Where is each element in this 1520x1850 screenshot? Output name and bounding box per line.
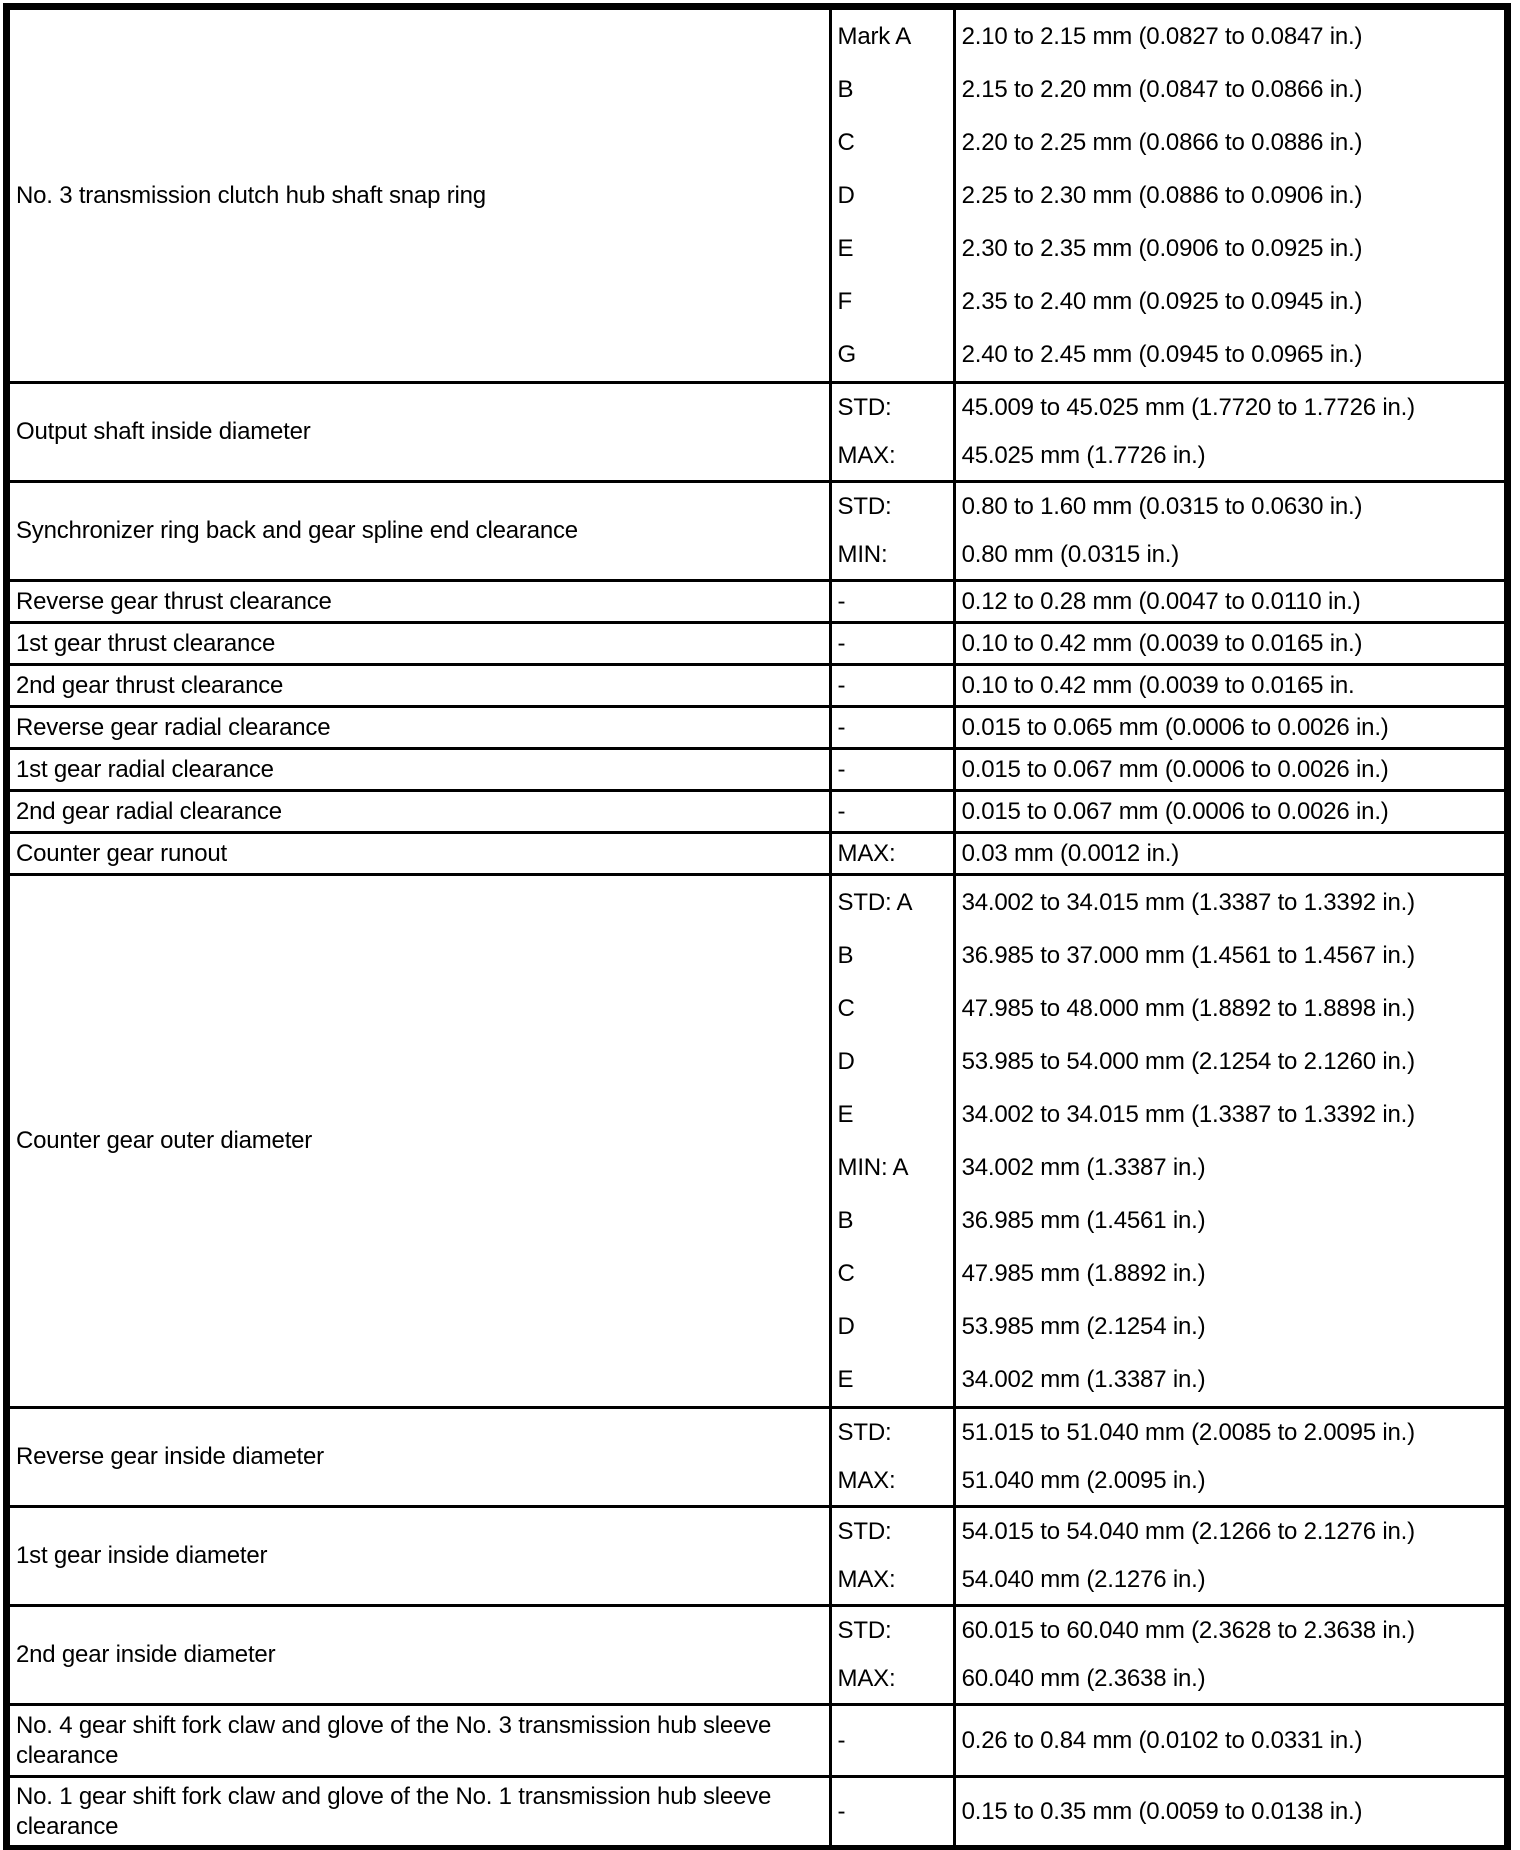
mark-cell: -	[830, 665, 954, 707]
item-cell: 1st gear radial clearance	[7, 749, 831, 791]
mark-label: STD:	[837, 1617, 892, 1644]
value-text: 0.80 to 1.60 mm (0.0315 to 0.0630 in.)	[961, 493, 1363, 520]
table-row	[7, 482, 1508, 581]
value-text: 36.985 mm (1.4561 in.)	[961, 1207, 1206, 1234]
value-cell	[954, 1507, 1507, 1606]
item-cell: Reverse gear thrust clearance	[7, 581, 831, 623]
spec-table-body	[7, 7, 1508, 1849]
value-text: 2.30 to 2.35 mm (0.0906 to 0.0925 in.)	[961, 235, 1363, 262]
item-cell: No. 4 gear shift fork claw and glove of the No. 3 transmission hub sleeve clearance	[7, 1705, 831, 1777]
value-text: 53.985 mm (2.1254 in.)	[961, 1313, 1206, 1340]
item-cell: 1st gear thrust clearance	[7, 623, 831, 665]
table-row	[7, 1705, 1508, 1777]
mark-label: G	[837, 341, 857, 368]
value-text: 34.002 mm (1.3387 in.)	[961, 1154, 1206, 1181]
value-text: 54.015 to 54.040 mm (2.1266 to 2.1276 in.)	[961, 1518, 1415, 1545]
value-cell: 0.015 to 0.065 mm (0.0006 to 0.0026 in.)	[954, 707, 1507, 749]
mark-cell	[830, 1606, 954, 1705]
mark-label: D	[837, 1048, 855, 1075]
mark-label: STD:	[837, 493, 892, 520]
mark-label: STD:	[837, 1419, 892, 1446]
value-text: 51.040 mm (2.0095 in.)	[961, 1467, 1206, 1494]
mark-cell: -	[830, 1777, 954, 1849]
mark-label: STD:	[837, 1518, 892, 1545]
mark-cell	[830, 383, 954, 482]
mark-label: C	[837, 995, 855, 1022]
value-cell: 0.15 to 0.35 mm (0.0059 to 0.0138 in.)	[954, 1777, 1507, 1849]
mark-label: STD:	[837, 394, 892, 421]
value-text: 45.025 mm (1.7726 in.)	[961, 442, 1206, 469]
mark-label: MIN:	[837, 541, 888, 568]
table-row	[7, 875, 1508, 1408]
item-cell: Reverse gear radial clearance	[7, 707, 831, 749]
mark-label: E	[837, 1101, 854, 1128]
item-cell: Counter gear outer diameter	[7, 875, 831, 1408]
mark-label: F	[837, 288, 853, 315]
value-cell: 0.10 to 0.42 mm (0.0039 to 0.0165 in.)	[954, 623, 1507, 665]
mark-cell: -	[830, 749, 954, 791]
value-text: 60.015 to 60.040 mm (2.3628 to 2.3638 in.)	[961, 1617, 1415, 1644]
value-text: 2.20 to 2.25 mm (0.0866 to 0.0886 in.)	[961, 129, 1363, 156]
mark-label: C	[837, 129, 855, 156]
mark-cell	[830, 1507, 954, 1606]
table-row	[7, 1507, 1508, 1606]
value-cell: 0.12 to 0.28 mm (0.0047 to 0.0110 in.)	[954, 581, 1507, 623]
mark-label: MAX:	[837, 442, 896, 469]
item-cell: 2nd gear thrust clearance	[7, 665, 831, 707]
value-cell: 0.015 to 0.067 mm (0.0006 to 0.0026 in.)	[954, 749, 1507, 791]
table-row	[7, 833, 1508, 875]
mark-cell: MAX:	[830, 833, 954, 875]
item-cell: Output shaft inside diameter	[7, 383, 831, 482]
mark-label: STD: A	[837, 889, 913, 916]
value-text: 54.040 mm (2.1276 in.)	[961, 1566, 1206, 1593]
item-cell: No. 3 transmission clutch hub shaft snap ring	[7, 7, 831, 383]
item-cell: 1st gear inside diameter	[7, 1507, 831, 1606]
value-cell: 0.10 to 0.42 mm (0.0039 to 0.0165 in.	[954, 665, 1507, 707]
table-row	[7, 791, 1508, 833]
table-row	[7, 383, 1508, 482]
value-text: 34.002 mm (1.3387 in.)	[961, 1366, 1206, 1393]
value-cell	[954, 875, 1507, 1408]
table-row	[7, 749, 1508, 791]
item-cell: 2nd gear inside diameter	[7, 1606, 831, 1705]
value-text: 2.15 to 2.20 mm (0.0847 to 0.0866 in.)	[961, 76, 1363, 103]
value-cell	[954, 383, 1507, 482]
table-row	[7, 707, 1508, 749]
value-cell	[954, 1606, 1507, 1705]
value-text: 34.002 to 34.015 mm (1.3387 to 1.3392 in.)	[961, 1101, 1415, 1128]
mark-label: MAX:	[837, 1566, 896, 1593]
table-row	[7, 1777, 1508, 1849]
value-text: 34.002 to 34.015 mm (1.3387 to 1.3392 in.)	[961, 889, 1415, 916]
mark-label: B	[837, 1207, 854, 1234]
value-text: 51.015 to 51.040 mm (2.0085 to 2.0095 in.)	[961, 1419, 1415, 1446]
table-row	[7, 1606, 1508, 1705]
mark-cell: -	[830, 581, 954, 623]
value-cell: 0.03 mm (0.0012 in.)	[954, 833, 1507, 875]
value-text: 2.25 to 2.30 mm (0.0886 to 0.0906 in.)	[961, 182, 1363, 209]
mark-cell	[830, 875, 954, 1408]
table-row	[7, 7, 1508, 383]
value-cell: 0.015 to 0.067 mm (0.0006 to 0.0026 in.)	[954, 791, 1507, 833]
value-text: 53.985 to 54.000 mm (2.1254 to 2.1260 in.)	[961, 1048, 1415, 1075]
value-text: 47.985 mm (1.8892 in.)	[961, 1260, 1206, 1287]
item-cell: Counter gear runout	[7, 833, 831, 875]
mark-cell	[830, 1408, 954, 1507]
item-cell: No. 1 gear shift fork claw and glove of the No. 1 transmission hub sleeve clearance	[7, 1777, 831, 1849]
table-row	[7, 623, 1508, 665]
table-row	[7, 665, 1508, 707]
item-cell: Synchronizer ring back and gear spline end clearance	[7, 482, 831, 581]
mark-label: MAX:	[837, 1467, 896, 1494]
mark-label: C	[837, 1260, 855, 1287]
item-cell: 2nd gear radial clearance	[7, 791, 831, 833]
value-text: 36.985 to 37.000 mm (1.4561 to 1.4567 in.)	[961, 942, 1415, 969]
mark-cell: -	[830, 707, 954, 749]
mark-label: E	[837, 235, 854, 262]
value-text: 2.35 to 2.40 mm (0.0925 to 0.0945 in.)	[961, 288, 1363, 315]
mark-cell: -	[830, 791, 954, 833]
mark-label: MIN: A	[837, 1154, 909, 1181]
value-text: 60.040 mm (2.3638 in.)	[961, 1665, 1206, 1692]
mark-label: B	[837, 942, 854, 969]
item-cell: Reverse gear inside diameter	[7, 1408, 831, 1507]
spec-table	[3, 3, 1511, 1850]
mark-cell	[830, 7, 954, 383]
mark-label: MAX:	[837, 1665, 896, 1692]
mark-cell: -	[830, 623, 954, 665]
value-cell	[954, 7, 1507, 383]
mark-label: E	[837, 1366, 854, 1393]
mark-cell	[830, 482, 954, 581]
value-text: 2.40 to 2.45 mm (0.0945 to 0.0965 in.)	[961, 341, 1363, 368]
value-text: 45.009 to 45.025 mm (1.7720 to 1.7726 in.)	[961, 394, 1415, 421]
value-cell	[954, 1408, 1507, 1507]
table-row	[7, 581, 1508, 623]
mark-label: Mark A	[837, 23, 912, 50]
mark-label: B	[837, 76, 854, 103]
value-cell: 0.26 to 0.84 mm (0.0102 to 0.0331 in.)	[954, 1705, 1507, 1777]
mark-label: D	[837, 182, 855, 209]
mark-cell: -	[830, 1705, 954, 1777]
value-text: 2.10 to 2.15 mm (0.0827 to 0.0847 in.)	[961, 23, 1363, 50]
value-cell	[954, 482, 1507, 581]
mark-label: D	[837, 1313, 855, 1340]
value-text: 0.80 mm (0.0315 in.)	[961, 541, 1180, 568]
value-text: 47.985 to 48.000 mm (1.8892 to 1.8898 in.)	[961, 995, 1415, 1022]
table-row	[7, 1408, 1508, 1507]
